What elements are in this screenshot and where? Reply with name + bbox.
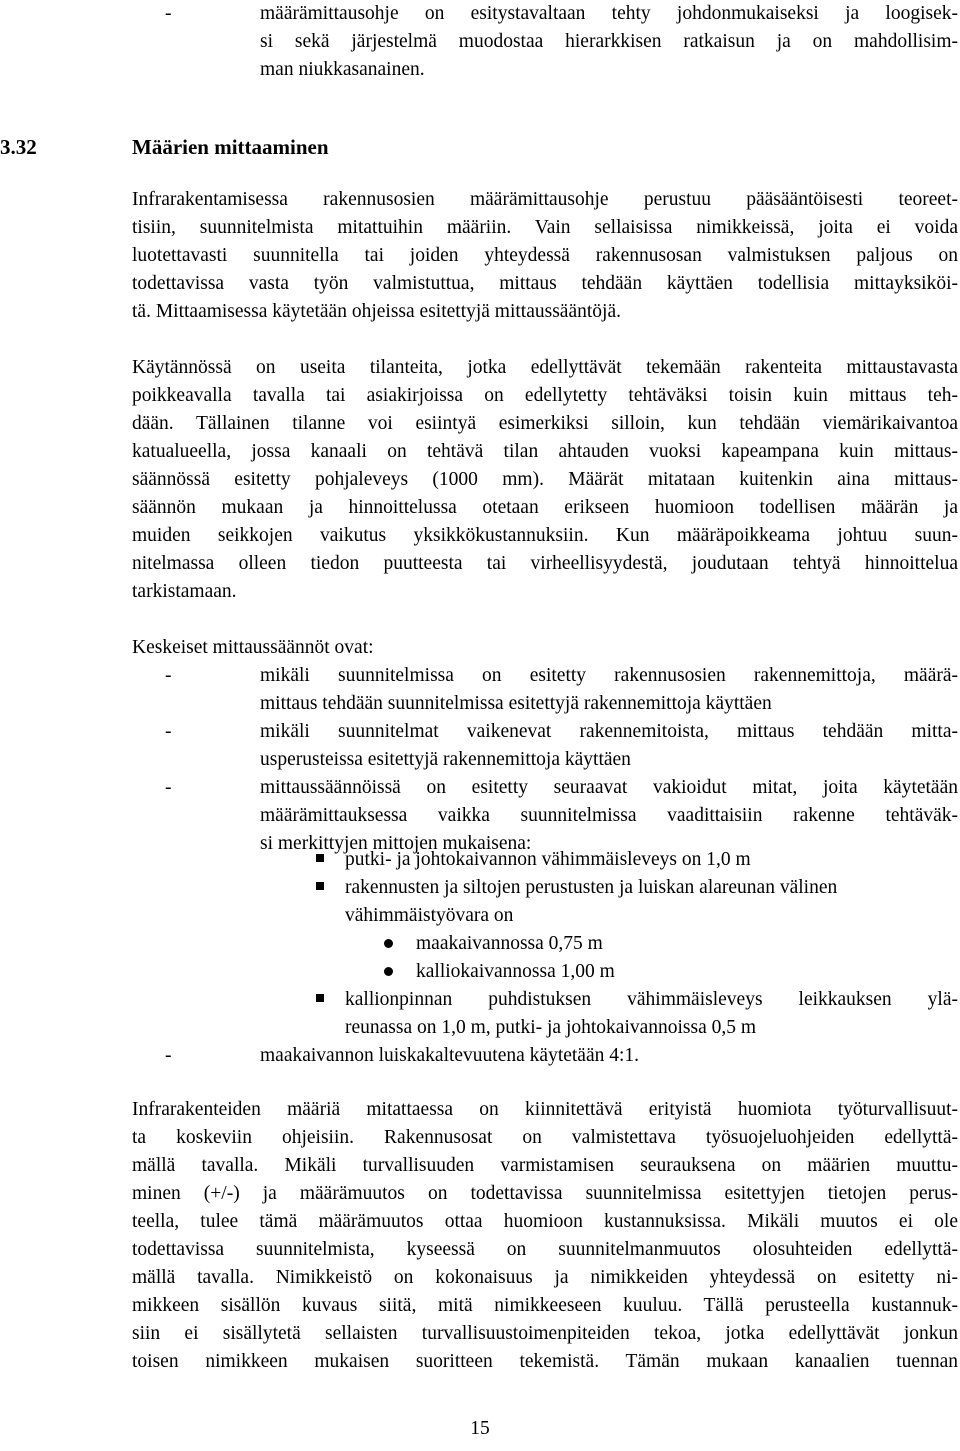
text-line: tarkistamaan.: [132, 581, 237, 602]
text-line: kallionpinnan puhdistuksen vähimmäisleveys leikkauksen ylä-: [345, 989, 958, 1010]
text-line: si merkittyjen mittojen mukaisena:: [260, 833, 532, 854]
text-line: rakennusten ja siltojen perustusten ja luiskan alareunan välinen: [345, 877, 838, 898]
text-line: luotettavasti suunnitella tai joiden yhteydessä rakennusosan valmistuksen paljous on: [132, 245, 958, 266]
text-line: teella, tulee tämä määrämuutos ottaa huomioon kustannuksissa. Mikäli muutos ei ole: [132, 1211, 958, 1232]
square-bullet-icon: [316, 994, 324, 1002]
list-dash: -: [165, 665, 172, 686]
list-dash: -: [165, 721, 172, 742]
text-line: todettavissa vasta työn valmistuttua, mittaus tehdään käyttäen todellisia mittayksiköi-: [132, 273, 958, 294]
text-line: nitelmassa olleen tiedon puutteesta tai virheellisyydestä, joudutaan tehtyä hinnoittelua: [132, 553, 958, 574]
list-dash: -: [165, 777, 172, 798]
text-line: tä. Mittaamisessa käytetään ohjeissa esitettyjä mittaussääntöjä.: [132, 301, 621, 322]
text-line: määrämittausohje on esitystavaltaan tehty johdonmukaiseksi ja loogisek-: [260, 3, 958, 24]
text-line: usperusteissa esitettyjä rakennemittoja käyttäen: [260, 749, 631, 770]
text-line: määrämittauksessa vaikka suunnitelmissa vaadittaisiin rakenne tehtäväk-: [260, 805, 958, 826]
list-dash: -: [165, 1045, 172, 1066]
text-line: mikäli suunnitelmissa on esitetty rakennusosien rakennemittoja, määrä-: [260, 665, 958, 686]
text-line: vähimmäistyövara on: [345, 905, 514, 926]
text-line: poikkeavalla tavalla tai asiakirjoissa on edellytetty tehtäväksi toisin kuin mittaus teh-: [132, 385, 958, 406]
text-line: säännön mukaan ja hinnoittelussa otetaan erikseen huomioon todellisen määrän ja: [132, 497, 958, 518]
text-line: toisen nimikkeen mukaisen suoritteen tekemistä. Tämän mukaan kanaalien tuennan: [132, 1351, 958, 1372]
text-line: mikäli suunnitelmat vaikenevat rakennemitoista, mittaus tehdään mitta-: [260, 721, 958, 742]
text-line: mittaussäännöissä on esitetty seuraavat vakioidut mitat, joita käytetään: [260, 777, 958, 798]
text-line: Infrarakentamisessa rakennusosien määrämittausohje perustuu pääsääntöisesti teoreet-: [132, 189, 958, 210]
text-line: maakaivannossa 0,75 m: [416, 933, 603, 954]
rules-intro: Keskeiset mittaussäännöt ovat:: [132, 637, 374, 658]
round-bullet-icon: [384, 967, 393, 976]
text-line: siin ei sisällytetä sellaisten turvallisuustoimenpiteiden tekoa, jotka edellyttävät jonkun: [132, 1323, 958, 1344]
text-line: putki- ja johtokaivannon vähimmäisleveys on 1,0 m: [345, 849, 751, 870]
square-bullet-icon: [316, 882, 324, 890]
text-line: säännössä esitetty pohjaleveys (1000 mm). Määrät mitataan kuitenkin aina mittaus-: [132, 469, 958, 490]
text-line: katualueella, jossa kanaali on tehtävä tilan ahtauden vuoksi kapeampana kuin mittaus-: [132, 441, 958, 462]
text-line: kalliokaivannossa 1,00 m: [416, 961, 615, 982]
text-line: dään. Tällainen tilanne voi esiintyä esimerkiksi silloin, kun tehdään viemärikaivantoa: [132, 413, 958, 434]
text-line: mällä tavalla. Nimikkeistö on kokonaisuus ja nimikkeiden yhteydessä on esitetty ni-: [132, 1267, 958, 1288]
text-line: mikkeen sisällön kuvaus siitä, mitä nimikkeeseen kuuluu. Tällä perusteella kustannuk-: [132, 1295, 958, 1316]
section-title: Määrien mittaaminen: [132, 135, 329, 159]
round-bullet-icon: [384, 939, 393, 948]
page-number: 15: [470, 1418, 490, 1439]
text-line: todettavissa suunnitelmista, kyseessä on suunnitelmanmuutos olosuhteiden edellyttä-: [132, 1239, 958, 1260]
text-line: mittaus tehdään suunnitelmissa esitettyjä rakennemittoja käyttäen: [260, 693, 772, 714]
text-line: minen (+/-) ja määrämuutos on todettavissa suunnitelmissa esitettyjen tietojen perus-: [132, 1183, 958, 1204]
text-line: Käytännössä on useita tilanteita, jotka edellyttävät tekemään rakenteita mittaustavasta: [132, 357, 958, 378]
text-line: mällä tavalla. Mikäli turvallisuuden varmistamisen seurauksena on määrien muuttu-: [132, 1155, 958, 1176]
section-number: 3.32: [0, 135, 37, 159]
text-line: Infrarakenteiden määriä mitattaessa on kiinnitettävä erityistä huomiota työturvallisuut-: [132, 1099, 958, 1120]
text-line: reunassa on 1,0 m, putki- ja johtokaivannoissa 0,5 m: [345, 1017, 757, 1038]
text-line: si sekä järjestelmä muodostaa hierarkkisen ratkaisun ja on mahdollisim-: [260, 31, 958, 52]
list-dash: -: [165, 3, 172, 24]
text-line: maakaivannon luiskakaltevuutena käytetään 4:1.: [260, 1045, 640, 1066]
text-line: muiden seikkojen vaikutus yksikkökustannuksiin. Kun määräpoikkeama johtuu suun-: [132, 525, 958, 546]
text-line: tisiin, suunnitelmista mitattuihin määriin. Vain sellaisissa nimikkeissä, joita ei voida: [132, 217, 958, 238]
text-line: ta koskeviin ohjeisiin. Rakennusosat on valmistettava työsuojeluohjeiden edellyttä-: [132, 1127, 958, 1148]
square-bullet-icon: [316, 854, 324, 862]
text-line: man niukkasanainen.: [260, 59, 425, 80]
